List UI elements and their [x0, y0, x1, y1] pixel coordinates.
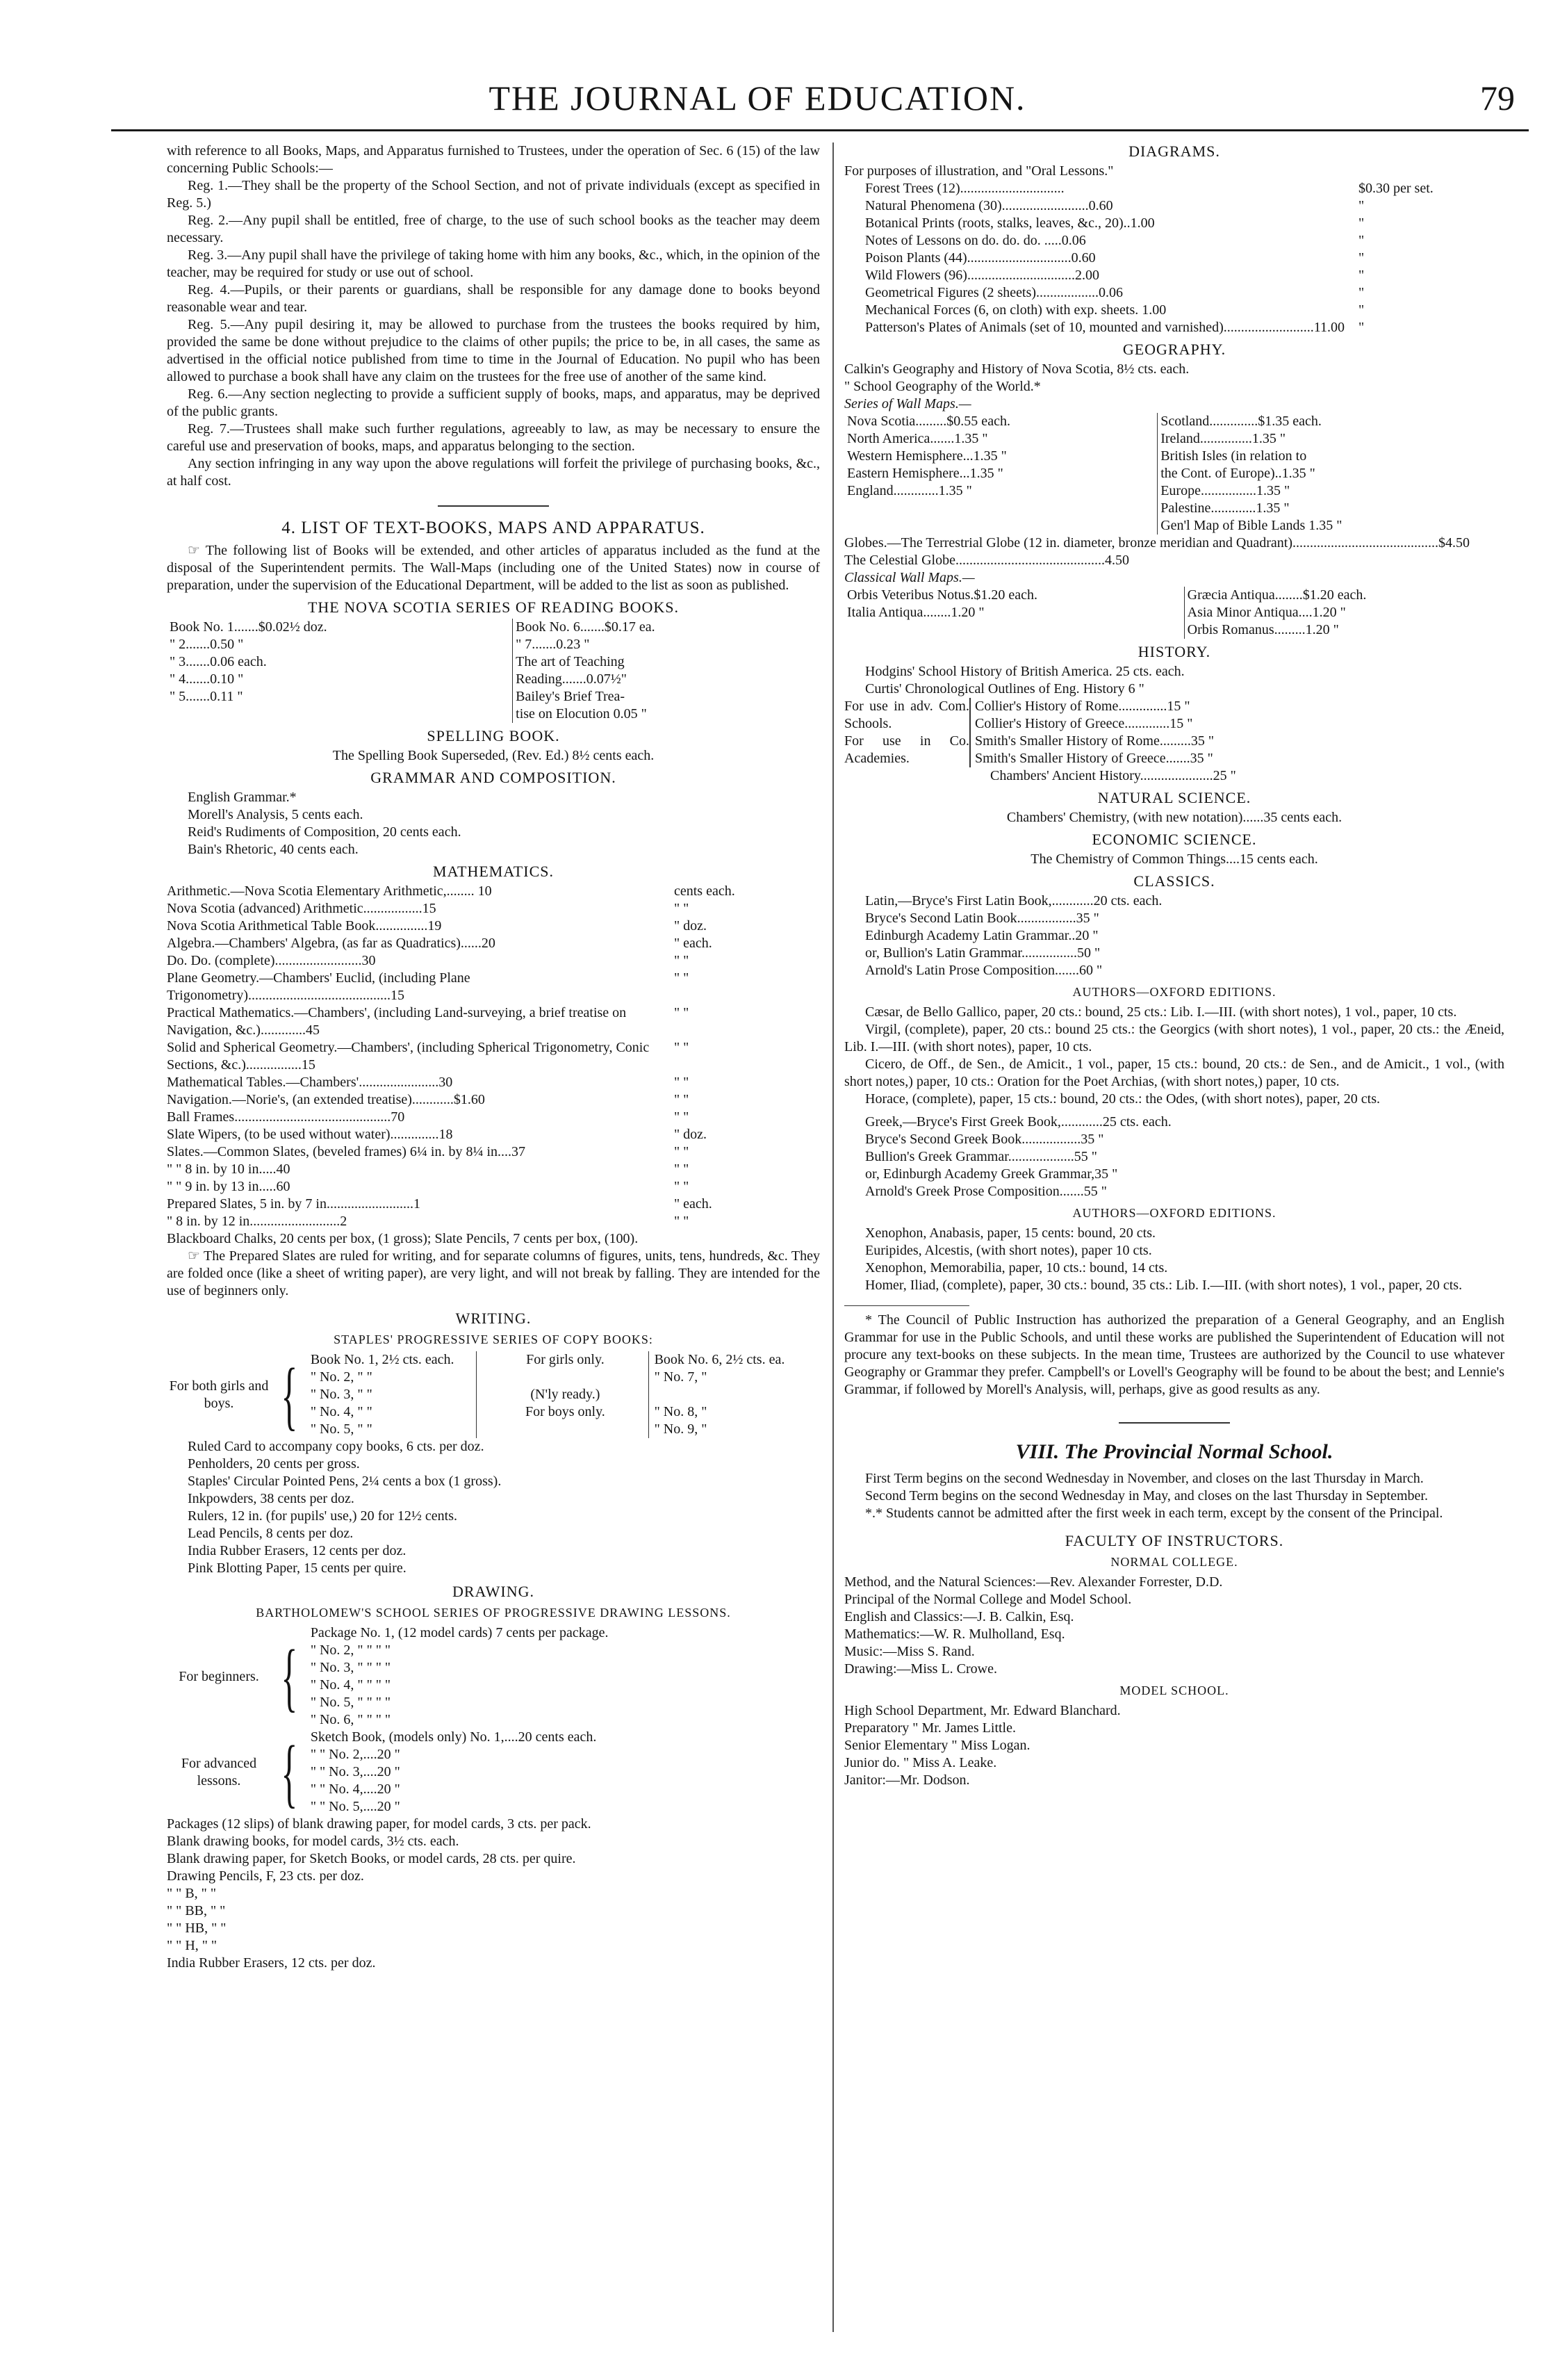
- normal-terms: [844, 1470, 1504, 1522]
- diagram-row-text: Wild Flowers (96)...............................2.00: [865, 268, 1099, 283]
- copy-book-entry: [482, 1369, 648, 1386]
- faculty-member: Music:—Miss S. Rand.: [844, 1644, 975, 1659]
- math-row-text: Ball Frames.............................................70: [167, 1109, 405, 1125]
- reading-row: [167, 671, 820, 688]
- reading-heading: THE NOVA SCOTIA SERIES OF READING BOOKS.: [307, 598, 680, 616]
- grammar-item: Bain's Rhetoric, 40 cents each.: [188, 842, 359, 857]
- drawing-item: " " BB, " ": [167, 1903, 226, 1918]
- wall-map-item: the Cont. of Europe)..1.35 ": [1160, 466, 1315, 481]
- drawing-beginners-label: For beginners.: [179, 1668, 259, 1684]
- wall-maps-right: [1158, 413, 1504, 535]
- math-row-text: Do. Do. (complete).........................30: [167, 953, 376, 968]
- drawing-advanced-label: For advanced lessons.: [181, 1755, 257, 1788]
- math-row-text: Mathematical Tables.—Chambers'.......................30: [167, 1075, 453, 1090]
- grammar-list: [167, 789, 820, 858]
- diagram-row-unit: ": [1358, 268, 1365, 283]
- copy-book-entry: " No. 8, ": [654, 1404, 707, 1419]
- math-heading: MATHEMATICS.: [433, 863, 554, 880]
- math-row: [167, 883, 820, 900]
- copy-book-entry: [482, 1421, 648, 1438]
- left-column: [167, 142, 820, 1972]
- regulation: Reg. 5.—Any pupil desiring it, may be allowed to purchase from the trustees the books required by him, provided the same be done without prejudice to the claims of other pupils; the price to be, in all cases, the same as advertised in the official notice published from time to time in the Journal of Education. No pupil who has been allowed to purchase a book shall have any claim on the trustees for the free use of another of the same kind.: [167, 317, 820, 384]
- economic-science-heading: ECONOMIC SCIENCE.: [1092, 831, 1257, 848]
- latin-book: Edinburgh Academy Latin Grammar..20 ": [865, 928, 1099, 943]
- latin-book: Arnold's Latin Prose Composition.......60 ": [865, 963, 1103, 978]
- math-row-text: Nova Scotia Arithmetical Table Book...............19: [167, 918, 442, 934]
- copy-book-entry: For girls only.: [526, 1352, 605, 1367]
- wall-maps-label: Series of Wall Maps.—: [844, 396, 971, 411]
- reading-cell: Book No. 6.......$0.17 ea.: [513, 619, 820, 636]
- math-row-unit: " ": [674, 1179, 689, 1194]
- writing-item: Inkpowders, 38 cents per doz.: [188, 1491, 354, 1506]
- sketch-book: " " No. 2,....20 ": [310, 1747, 400, 1762]
- natural-science-text: Chambers' Chemistry, (with new notation)......35 cents each.: [1006, 810, 1343, 825]
- classical-map-item: Græcia Antiqua........$1.20 each.: [1187, 587, 1367, 603]
- normal-college-heading: NORMAL COLLEGE.: [1110, 1555, 1238, 1569]
- math-row: [167, 1039, 820, 1074]
- latin-book: or, Bullion's Latin Grammar................50 ": [865, 945, 1101, 961]
- diagram-row-text: Botanical Prints (roots, stalks, leaves, &c., 20)..1.00: [865, 215, 1155, 231]
- sketch-book: " " No. 5,....20 ": [310, 1799, 400, 1814]
- diagram-row-unit: ": [1358, 302, 1365, 318]
- model-school-staff: Junior do. " Miss A. Leake.: [844, 1755, 997, 1770]
- writing-item: India Rubber Erasers, 12 cents per doz.: [188, 1543, 407, 1558]
- latin-book: Latin,—Bryce's First Latin Book,............20 cts. each.: [865, 893, 1163, 908]
- writing-item: Penholders, 20 cents per gross.: [188, 1456, 360, 1472]
- drawing-item: Blank drawing books, for model cards, 3½ cts. each.: [167, 1834, 459, 1849]
- math-row-text: Solid and Spherical Geometry.—Chambers', (including Spherical Trigonometry, Conic Sections, &c.)................15: [167, 1040, 650, 1073]
- drawing-package: Package No. 1, (12 model cards) 7 cents per package.: [310, 1625, 609, 1640]
- math-row: [167, 1109, 820, 1126]
- reading-cell: " 5.......0.11 ": [170, 689, 243, 704]
- math-row-text: " " 9 in. by 13 in.....60: [167, 1179, 290, 1194]
- reading-row: [167, 636, 820, 653]
- math-row: [167, 900, 820, 918]
- drawing-beginners-group: [167, 1624, 820, 1729]
- regulations-intro: with reference to all Books, Maps, and Apparatus furnished to Trustees, under the operation of Sec. 6 (15) of the law concerning Public Schools:—: [167, 143, 820, 176]
- reading-cell: The art of Teaching: [513, 653, 820, 671]
- writing-item: Rulers, 12 in. (for pupils' use,) 20 for 12½ cents.: [188, 1508, 457, 1524]
- greek-book: Bullion's Greek Grammar...................55 ": [865, 1149, 1097, 1164]
- wall-map-item: Western Hemisphere...1.35 ": [847, 448, 1007, 464]
- greek-book: Arnold's Greek Prose Composition.......55 ": [865, 1184, 1107, 1199]
- footnote: * The Council of Public Instruction has authorized the preparation of a General Geography, and an English Grammar for use in the Public Schools, and until these works are published the Superintendent of Education will not procure any text-books on these subjects. In the mean time, Trustees are authorized by the Council to use whatever Geography or Grammar they prefer. Campbell's or Lovell's Geography will be found to be about the best; and Lennie's Grammar, if followed by Morell's Analysis, will, perhaps, give as good results as any.: [844, 1312, 1504, 1397]
- wall-maps-left: [844, 413, 1158, 535]
- math-row: [167, 970, 820, 1004]
- sketch-book: Sketch Book, (models only) No. 1,....20 cents each.: [310, 1729, 597, 1745]
- writing-item: Pink Blotting Paper, 15 cents per quire.: [188, 1560, 407, 1576]
- grammar-item: English Grammar.*: [188, 790, 297, 805]
- math-row-unit: " ": [674, 1075, 689, 1090]
- copy-book-entry: For boys only.: [525, 1404, 605, 1419]
- history-book: Smith's Smaller History of Rome.........35 ": [975, 733, 1214, 749]
- term-notice: *.* Students cannot be admitted after the first week in each term, except by the consent of the Principal.: [865, 1506, 1443, 1521]
- math-row-text: Slates.—Common Slates, (beveled frames) 6¼ in. by 8¼ in....37: [167, 1144, 526, 1159]
- reading-cell: Bailey's Brief Trea-: [513, 688, 820, 706]
- natural-science-heading: NATURAL SCIENCE.: [1097, 789, 1251, 806]
- math-row-unit: " doz.: [674, 918, 707, 934]
- reading-cell: Book No. 1.......$0.02½ doz.: [170, 619, 327, 635]
- math-row-text: Plane Geometry.—Chambers' Euclid, (including Plane Trigonometry).........................................15: [167, 970, 470, 1003]
- history-side-labels: [844, 698, 969, 767]
- running-header: [111, 78, 1529, 122]
- wall-map-item: British Isles (in relation to: [1160, 448, 1307, 464]
- list-note: ☞ The following list of Books will be extended, and other articles of apparatus included as the fund at the disposal of the Superintendent permits. The Wall-Maps (including one of the United States) now in course of preparation, under the supervision of the Educational Department, will be added to the list as soon as published.: [167, 543, 820, 593]
- math-row-text: Slate Wipers, (to be used without water)..............18: [167, 1127, 453, 1142]
- diagram-row-text: Patterson's Plates of Animals (set of 10, mounted and varnished)..........................11.00: [865, 320, 1345, 335]
- diagram-row-unit: ": [1358, 198, 1365, 213]
- diagram-row: [865, 197, 1504, 215]
- drawing-item: Packages (12 slips) of blank drawing paper, for model cards, 3 cts. per pack.: [167, 1816, 591, 1832]
- drawing-item: " " B, " ": [167, 1886, 216, 1901]
- geography-heading: GEOGRAPHY.: [1122, 341, 1226, 358]
- writing-item: Lead Pencils, 8 cents per doz.: [188, 1526, 354, 1541]
- reading-cell: " 4.......0.10 ": [170, 671, 244, 687]
- model-school-list: [844, 1702, 1504, 1789]
- term-notice: First Term begins on the second Wednesday in November, and closes on the last Thursday in March.: [865, 1471, 1424, 1486]
- greek-author-edition: Xenophon, Memorabilia, paper, 10 cts.: bound, 14 cts.: [865, 1260, 1168, 1275]
- drawing-items: [167, 1816, 820, 1972]
- classical-map-item: Italia Antiqua........1.20 ": [847, 605, 985, 620]
- math-row-unit: " each.: [674, 936, 712, 951]
- geography-lines: [844, 361, 1504, 396]
- drawing-beginners-list: [311, 1624, 820, 1729]
- math-row-unit: " ": [674, 1109, 689, 1125]
- wall-map-item: Ireland...............1.35 ": [1160, 431, 1286, 446]
- copy-book-entry: " No. 5, " ": [310, 1421, 372, 1437]
- slates-note: ☞ The Prepared Slates are ruled for writing, and for separate columns of figures, units, tens, hundreds, &c. They are folded once (like a sheet of writing paper), are very light, and will not break by falling. They are intended for the use of beginners only.: [167, 1248, 820, 1298]
- copy-books-side-label: For both girls and boys.: [169, 1378, 269, 1411]
- greek-book: Greek,—Bryce's First Greek Book,............25 cts. each.: [865, 1114, 1172, 1130]
- history-heading: HISTORY.: [1138, 643, 1211, 660]
- globes-line: Globes.—The Terrestrial Globe (12 in. diameter, bronze meridian and Quadrant)..........................................$4.50: [844, 535, 1470, 551]
- copy-books-column: [311, 1351, 476, 1438]
- model-school-heading: MODEL SCHOOL.: [1119, 1684, 1229, 1697]
- copy-book-entry: Book No. 1, 2½ cts. each.: [310, 1352, 454, 1367]
- diagram-row: [865, 319, 1504, 336]
- math-row-unit: " doz.: [674, 1127, 707, 1142]
- copy-book-entry: Book No. 6, 2½ cts. ea.: [654, 1352, 785, 1367]
- greek-authors: [844, 1225, 1504, 1294]
- copy-book-entry: [655, 1386, 820, 1403]
- writing-items: [167, 1438, 820, 1577]
- brace-icon: {: [281, 1634, 298, 1719]
- model-school-staff: Janitor:—Mr. Dodson.: [844, 1772, 970, 1788]
- wall-map-item: North America.......1.35 ": [847, 431, 988, 446]
- history-group-list: [969, 698, 1504, 767]
- authors-heading-greek: AUTHORS—OXFORD EDITIONS.: [1072, 1206, 1276, 1220]
- grammar-item: Reid's Rudiments of Composition, 20 cents each.: [188, 824, 461, 840]
- latin-list: [844, 892, 1504, 979]
- reading-row: [167, 706, 820, 723]
- math-row: [167, 1178, 820, 1196]
- drawing-item: " " HB, " ": [167, 1921, 227, 1936]
- diagram-row-text: Natural Phenomena (30).........................0.60: [865, 198, 1113, 213]
- latin-author-edition: Cæsar, de Bello Gallico, paper, 20 cts.: bound, 25 cts.: Lib. I.—III. (with short notes), 1 vol., paper, 10 cts.: [865, 1004, 1457, 1020]
- history-side-label: For use in Co. Academies.: [844, 733, 969, 766]
- diagram-row-text: Geometrical Figures (2 sheets)..................0.06: [865, 285, 1124, 300]
- math-row-unit: " each.: [674, 1196, 712, 1212]
- column-divider: [832, 142, 834, 2332]
- regulation: Reg. 6.—Any section neglecting to provide a sufficient supply of books, maps, and apparatus, may be deprived of the public grants.: [167, 386, 820, 419]
- faculty-member: Method, and the Natural Sciences:—Rev. Alexander Forrester, D.D.: [844, 1574, 1223, 1590]
- faculty-member: Mathematics:—W. R. Mulholland, Esq.: [844, 1627, 1065, 1642]
- greek-list: [844, 1114, 1504, 1200]
- copy-book-entry: " No. 4, " ": [310, 1404, 372, 1419]
- greek-book: Bryce's Second Greek Book.................35 ": [865, 1132, 1104, 1147]
- latin-authors: [844, 1004, 1504, 1108]
- regulation: Reg. 7.—Trustees shall make such further regulations, agreeably to law, as may be necessary to ensure the careful use and preservation of books, maps, and apparatus belonging to the section.: [167, 421, 820, 454]
- latin-author-edition: Horace, (complete), paper, 15 cts.: bound, 20 cts.: the Odes, (with short notes), paper, 20 cts.: [865, 1091, 1380, 1107]
- drawing-package: " No. 3, " " " ": [310, 1660, 391, 1675]
- math-row-text: Prepared Slates, 5 in. by 7 in.........................1: [167, 1196, 420, 1212]
- regulations-list: [167, 177, 820, 490]
- reading-cell: " 7.......0.23 ": [513, 636, 820, 653]
- normal-school-heading: VIII. The Provincial Normal School.: [1015, 1440, 1333, 1463]
- drawing-sub: BARTHOLOMEW'S SCHOOL SERIES OF PROGRESSIVE DRAWING LESSONS.: [256, 1606, 731, 1620]
- drawing-item: Blank drawing paper, for Sketch Books, or model cards, 28 cts. per quire.: [167, 1851, 576, 1866]
- history-book: Collier's History of Rome..............15 ": [975, 699, 1190, 714]
- writing-item: Ruled Card to accompany copy books, 6 cts. per doz.: [188, 1439, 484, 1454]
- drawing-advanced-group: [167, 1729, 820, 1816]
- diagram-row-text: Notes of Lessons on do. do. do. .....0.06: [865, 233, 1086, 248]
- copy-books-column: [648, 1351, 820, 1438]
- section-separator: [438, 505, 549, 507]
- math-row: [167, 918, 820, 935]
- writing-heading: WRITING.: [455, 1310, 532, 1327]
- math-row-unit: " ": [674, 1214, 689, 1229]
- section-separator: [1119, 1422, 1230, 1424]
- math-row-text: Nova Scotia (advanced) Arithmetic.................15: [167, 901, 436, 916]
- reading-row: [167, 619, 820, 636]
- math-row: [167, 935, 820, 952]
- copy-book-entry: " No. 9, ": [654, 1421, 707, 1437]
- model-school-staff: Preparatory " Mr. James Little.: [844, 1720, 1016, 1736]
- diagram-row-unit: ": [1358, 233, 1365, 248]
- reading-cell: tise on Elocution 0.05 ": [513, 706, 820, 723]
- math-row-text: Algebra.—Chambers' Algebra, (as far as Quadratics)......20: [167, 936, 495, 951]
- drawing-package: " No. 5, " " " ": [310, 1695, 391, 1710]
- greek-author-edition: Xenophon, Anabasis, paper, 15 cents: bound, 20 cts.: [865, 1225, 1156, 1241]
- diagram-row-unit: ": [1358, 285, 1365, 300]
- classical-map-item: Orbis Veteribus Notus.$1.20 each.: [847, 587, 1038, 603]
- copy-book-entry: " No. 7, ": [654, 1369, 707, 1385]
- term-notice: Second Term begins on the second Wednesday in May, and closes on the last Thursday in September.: [865, 1488, 1428, 1503]
- math-row-unit: " ": [674, 953, 689, 968]
- journal-title: THE JOURNAL OF EDUCATION.: [488, 79, 1026, 117]
- math-row: [167, 1091, 820, 1109]
- brace-icon: {: [281, 1729, 298, 1815]
- copy-book-entry: " No. 2, " ": [310, 1369, 372, 1385]
- wall-map-item: Nova Scotia.........$0.55 each.: [847, 414, 1010, 429]
- economic-science-text: The Chemistry of Common Things....15 cents each.: [1031, 851, 1318, 867]
- regulation: Reg. 2.—Any pupil shall be entitled, free of charge, to the use of such school books as the teacher may deem necessary.: [167, 213, 820, 245]
- regulation: Reg. 4.—Pupils, or their parents or guardians, shall be responsible for any damage done to books beyond reasonable wear and tear.: [167, 282, 820, 315]
- diagrams-heading: DIAGRAMS.: [1128, 142, 1220, 160]
- math-row: [167, 1126, 820, 1143]
- geography-line: Calkin's Geography and History of Nova Scotia, 8½ cts. each.: [844, 361, 1190, 377]
- geography-line: " School Geography of the World.*: [844, 379, 1041, 394]
- math-row-text: Practical Mathematics.—Chambers', (including Land-surveying, a brief treatise on Navigation, &c.).............45: [167, 1005, 627, 1038]
- latin-author-edition: Virgil, (complete), paper, 20 cts.: bound 25 cts.: the Georgics (with short notes), 1 vol., paper, 20 cts.: the Æneid, Lib. I.—III. (with short notes), paper, 10 cts.: [844, 1022, 1504, 1054]
- diagram-row-text: Mechanical Forces (6, on cloth) with exp. sheets. 1.00: [865, 302, 1167, 318]
- reading-row: [167, 653, 820, 671]
- reading-books-table: [167, 619, 820, 723]
- list-heading: 4. LIST OF TEXT-BOOKS, MAPS AND APPARATUS.: [281, 519, 705, 537]
- regulation: Any section infringing in any way upon the above regulations will forfeit the privilege of purchasing books, &c., at half cost.: [167, 456, 820, 489]
- classics-heading: CLASSICS.: [1133, 872, 1215, 890]
- copy-books-group: [167, 1351, 820, 1438]
- authors-heading-latin: AUTHORS—OXFORD EDITIONS.: [1072, 985, 1276, 999]
- math-row-unit: " ": [674, 1040, 689, 1055]
- reading-cell: " 2.......0.50 ": [170, 637, 244, 652]
- math-row-unit: " ": [674, 1092, 689, 1107]
- classical-map-item: Orbis Romanus.........1.20 ": [1187, 622, 1339, 637]
- copy-book-entry: " No. 3, " ": [310, 1387, 372, 1402]
- drawing-package: " No. 4, " " " ": [310, 1677, 391, 1693]
- drawing-package: " No. 6, " " " ": [310, 1712, 391, 1727]
- wall-map-item: Scotland..............$1.35 each.: [1160, 414, 1322, 429]
- right-column: [844, 142, 1504, 1789]
- sketch-book: " " No. 3,....20 ": [310, 1764, 400, 1779]
- history-group: [844, 698, 1504, 767]
- header-rule: [111, 129, 1529, 131]
- history-line: Hodgins' School History of British America. 25 cts. each.: [865, 664, 1185, 679]
- diagram-row-text: Poison Plants (44)..............................0.60: [865, 250, 1096, 266]
- faculty-member: Drawing:—Miss L. Crowe.: [844, 1661, 997, 1677]
- math-row-unit: cents each.: [674, 883, 735, 899]
- wall-map-item: Europe................1.35 ": [1160, 483, 1290, 498]
- greek-author-edition: Homer, Iliad, (complete), paper, 30 cts.: bound, 35 cts.: Lib. I.—III. (with short notes), 1 vol., paper, 20 cts.: [865, 1278, 1463, 1293]
- diagrams-intro: For purposes of illustration, and "Oral Lessons.": [844, 163, 1114, 179]
- faculty-list: [844, 1574, 1504, 1678]
- wall-map-item: Gen'l Map of Bible Lands 1.35 ": [1160, 518, 1343, 533]
- reading-row: [167, 688, 820, 706]
- reading-cell: Reading.......0.07½": [513, 671, 820, 688]
- diagram-row: [865, 232, 1504, 250]
- math-row-unit: " ": [674, 1162, 689, 1177]
- brace-icon: {: [281, 1352, 298, 1437]
- diagrams-list: [844, 180, 1504, 336]
- drawing-item: " " H, " ": [167, 1938, 217, 1953]
- reading-cell: [167, 706, 513, 723]
- diagram-row-unit: $0.30 per set.: [1358, 181, 1434, 196]
- classical-maps-table: [844, 587, 1504, 639]
- diagram-row: [865, 215, 1504, 232]
- history-book: Smith's Smaller History of Greece.......35 ": [975, 751, 1213, 766]
- math-row-text: Arithmetic.—Nova Scotia Elementary Arithmetic,........ 10: [167, 883, 492, 899]
- celestial-line: The Celestial Globe...........................................4.50: [844, 553, 1129, 568]
- math-row: [167, 1161, 820, 1178]
- wall-map-item: Palestine.............1.35 ": [1160, 500, 1290, 516]
- classical-maps-left: [844, 587, 1184, 639]
- latin-book: Bryce's Second Latin Book.................35 ": [865, 911, 1099, 926]
- grammar-item: Morell's Analysis, 5 cents each.: [188, 807, 363, 822]
- math-row-text: " " 8 in. by 10 in.....40: [167, 1162, 290, 1177]
- math-row-text: " 8 in. by 12 in..........................2: [167, 1214, 347, 1229]
- copy-books-column: [476, 1351, 648, 1438]
- math-row: [167, 1143, 820, 1161]
- grammar-heading: GRAMMAR AND COMPOSITION.: [370, 769, 616, 786]
- history-lines: [844, 663, 1504, 698]
- drawing-heading: DRAWING.: [452, 1583, 535, 1600]
- greek-book: or, Edinburgh Academy Greek Grammar,35 ": [865, 1166, 1118, 1182]
- math-row-unit: " ": [674, 901, 689, 916]
- diagram-row-unit: ": [1358, 320, 1365, 335]
- history-last: Chambers' Ancient History.....................25 ": [990, 768, 1236, 783]
- greek-author-edition: Euripides, Alcestis, (with short notes), paper 10 cts.: [865, 1243, 1152, 1258]
- math-row-text: Navigation.—Norie's, (an extended treatise)............$1.60: [167, 1092, 485, 1107]
- faculty-member: English and Classics:—J. B. Calkin, Esq.: [844, 1609, 1074, 1624]
- diagram-row: [865, 302, 1504, 319]
- math-row: [167, 1196, 820, 1213]
- copy-books-columns: [311, 1351, 820, 1438]
- sketch-book: " " No. 4,....20 ": [310, 1782, 400, 1797]
- diagram-row-unit: ": [1358, 215, 1365, 231]
- page-number: 79: [1480, 79, 1515, 117]
- blackboard-line: Blackboard Chalks, 20 cents per box, (1 gross); Slate Pencils, 7 cents per box, (100).: [167, 1231, 639, 1246]
- faculty-member: Principal of the Normal College and Model School.: [844, 1592, 1132, 1607]
- reading-cell: " 3.......0.06 each.: [170, 654, 267, 669]
- drawing-package: " No. 2, " " " ": [310, 1643, 391, 1658]
- diagram-row: [865, 180, 1504, 197]
- latin-author-edition: Cicero, de Off., de Sen., de Amicit., 1 vol., paper, 15 cts.: bound, 20 cts.: de Sen., and de Amicit., 1 vol., (with short notes,) paper, 10 cts.: Oration for the Poet Archias, (with short notes,) paper, 10 cts.: [844, 1057, 1504, 1089]
- math-row: [167, 1213, 820, 1230]
- diagram-row: [865, 284, 1504, 302]
- classical-maps-label: Classical Wall Maps.—: [844, 570, 975, 585]
- spelling-heading: SPELLING BOOK.: [427, 727, 560, 744]
- diagram-row-unit: ": [1358, 250, 1365, 266]
- model-school-staff: Senior Elementary " Miss Logan.: [844, 1738, 1031, 1753]
- diagram-row-text: Forest Trees (12)..............................: [865, 181, 1065, 196]
- drawing-item: India Rubber Erasers, 12 cts. per doz.: [167, 1955, 376, 1971]
- diagram-row: [865, 267, 1504, 284]
- history-side-label: For use in adv. Com. Schools.: [844, 699, 969, 731]
- wall-maps-table: [844, 413, 1504, 535]
- math-list: [167, 883, 820, 1230]
- spelling-text: The Spelling Book Superseded, (Rev. Ed.) 8½ cents each.: [332, 748, 655, 763]
- drawing-item: Drawing Pencils, F, 23 cts. per doz.: [167, 1868, 364, 1884]
- regulation: Reg. 3.—Any pupil shall have the privilege of taking home with him any books, &c., which, in the opinion of the teacher, may be required for study or use out of school.: [167, 247, 820, 280]
- wall-map-item: Eastern Hemisphere...1.35 ": [847, 466, 1003, 481]
- drawing-advanced-list: [311, 1729, 820, 1816]
- writing-sub: STAPLES' PROGRESSIVE SERIES OF COPY BOOKS:: [334, 1332, 653, 1346]
- math-row-unit: " ": [674, 1005, 689, 1020]
- math-row: [167, 1074, 820, 1091]
- regulation: Reg. 1.—They shall be the property of the School Section, and not of private individuals (except as specified in Reg. 5.): [167, 178, 820, 211]
- math-row-unit: " ": [674, 970, 689, 986]
- math-row: [167, 1004, 820, 1039]
- history-book: Collier's History of Greece.............15 ": [975, 716, 1193, 731]
- math-row-unit: " ": [674, 1144, 689, 1159]
- diagram-row: [865, 250, 1504, 267]
- model-school-staff: High School Department, Mr. Edward Blanchard.: [844, 1703, 1121, 1718]
- math-row: [167, 952, 820, 970]
- copy-book-entry: (N'ly ready.): [530, 1387, 600, 1402]
- writing-item: Staples' Circular Pointed Pens, 2¼ cents a box (1 gross).: [188, 1474, 502, 1489]
- classical-maps-right: [1184, 587, 1504, 639]
- wall-map-item: England.............1.35 ": [847, 483, 972, 498]
- footnote-rule: [844, 1305, 969, 1306]
- classical-map-item: Asia Minor Antiqua....1.20 ": [1187, 605, 1346, 620]
- history-line: Curtis' Chronological Outlines of Eng. History 6 ": [865, 681, 1144, 696]
- faculty-heading: FACULTY OF INSTRUCTORS.: [1065, 1532, 1284, 1549]
